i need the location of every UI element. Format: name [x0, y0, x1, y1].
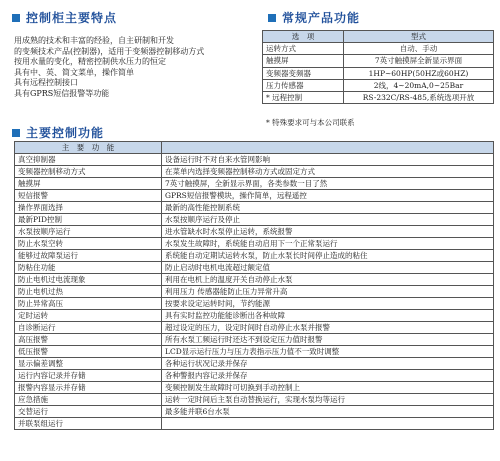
table-row — [15, 394, 494, 406]
table-row — [15, 334, 494, 346]
function-name: 最新PID控制 — [15, 214, 162, 226]
feature-line: 按用水量的变化，精密控制供水压力的恒定 — [14, 57, 166, 67]
function-desc: 最新的高性能控制系统 — [162, 202, 494, 214]
function-desc: 在菜单内选择变频器控制移动方式或固定方式 — [162, 166, 494, 178]
features-text — [14, 36, 259, 100]
function-desc: 设备运行时不对自来水管网影响 — [162, 154, 494, 166]
table-row — [15, 382, 494, 394]
function-name: 自诊断运行 — [15, 322, 162, 334]
table-row — [15, 346, 494, 358]
table-row — [15, 154, 494, 166]
function-desc — [162, 418, 494, 430]
table-row — [15, 238, 494, 250]
table-row — [15, 250, 494, 262]
function-name: 交替运行 — [15, 406, 162, 418]
control-section-header — [12, 124, 104, 141]
function-desc: 最多能并联6台水泵 — [162, 406, 494, 418]
function-name: 并联泵组运行 — [15, 418, 162, 430]
header-type: 型式 — [344, 31, 494, 43]
function-desc: LCD显示运行压力与压力表指示压力值不一致时调整 — [162, 346, 494, 358]
table-row — [15, 406, 494, 418]
product-title: 常规产品功能 — [282, 11, 361, 25]
function-desc: 变频控制发生故障时可切换到手动控制上 — [162, 382, 494, 394]
table-row — [15, 226, 494, 238]
table-row — [15, 190, 494, 202]
function-name: 定时运转 — [15, 310, 162, 322]
table-row — [263, 67, 494, 79]
function-desc: 按要求设定运转时间，节约能源 — [162, 298, 494, 310]
table-header-row — [15, 142, 494, 154]
table-row — [15, 262, 494, 274]
function-name: 报警内容显示并存储 — [15, 382, 162, 394]
features-title: 控制柜主要特点 — [26, 11, 118, 25]
option-key: 压力传感器 — [263, 79, 344, 91]
feature-line: 具有中、英、简文菜单，操作简单 — [14, 67, 134, 77]
function-desc: 防止启动时电机电流超过额定值 — [162, 262, 494, 274]
function-name: 变频器控制移动方式 — [15, 166, 162, 178]
function-desc: 系统能自动定期试运转水泵，防止水泵长时间停止造成的粘住 — [162, 250, 494, 262]
table-row — [15, 166, 494, 178]
function-desc: 超过设定的压力，设定时间时自动停止水泵并报警 — [162, 322, 494, 334]
table-row — [15, 310, 494, 322]
table-row — [15, 286, 494, 298]
table-row — [15, 202, 494, 214]
table-row — [15, 178, 494, 190]
table-row — [15, 418, 494, 430]
function-desc: GPRS短信报警模块，操作简单，远程遥控 — [162, 190, 494, 202]
function-name: 防止电机过热 — [15, 286, 162, 298]
option-key: 触摸屏 — [263, 55, 344, 67]
square-bullet-icon — [12, 14, 20, 22]
option-value: 7英寸触摸屏全新显示界面 — [344, 55, 494, 67]
option-key: 运转方式 — [263, 43, 344, 55]
table-row — [15, 358, 494, 370]
control-title: 主要控制功能 — [26, 126, 105, 140]
function-name: 防止异常高压 — [15, 298, 162, 310]
function-name: 防止电机过电流现象 — [15, 274, 162, 286]
function-name: 真空抑制器 — [15, 154, 162, 166]
function-name: 显示偏差调整 — [15, 358, 162, 370]
table-row — [15, 298, 494, 310]
table-header-row — [263, 31, 494, 43]
function-desc: 水泵按顺序运行及停止 — [162, 214, 494, 226]
table-row — [263, 79, 494, 91]
function-desc: 进水管缺水时水泵停止运转，系统报警 — [162, 226, 494, 238]
function-desc: 各种警报内容记录并保存 — [162, 370, 494, 382]
function-name: 水泵按顺序运行 — [15, 226, 162, 238]
function-desc: 利用在电机上的温度开关自动停止水泵 — [162, 274, 494, 286]
square-bullet-icon — [12, 129, 20, 137]
table-row — [15, 214, 494, 226]
table-row — [263, 43, 494, 55]
function-name: 能够过故障泵运行 — [15, 250, 162, 262]
control-functions-table — [14, 141, 494, 430]
product-functions-table — [262, 30, 494, 104]
option-value: RS-232C/RS-485,系统选项开放 — [344, 91, 494, 103]
feature-line: 具有GPRS短信报警等功能 — [14, 88, 110, 98]
product-section-header — [268, 9, 360, 26]
function-name: 短信报警 — [15, 190, 162, 202]
table-row — [15, 322, 494, 334]
square-bullet-icon — [268, 14, 276, 22]
function-name: 防止水泵空转 — [15, 238, 162, 250]
function-desc: 水泵发生故障时，系统能自动启用下一个正常泵运行 — [162, 238, 494, 250]
function-name: 高压报警 — [15, 334, 162, 346]
function-name: 运行内容记录并存储 — [15, 370, 162, 382]
option-value: 自动、手动 — [344, 43, 494, 55]
function-name: 防粘住功能 — [15, 262, 162, 274]
table-row — [15, 274, 494, 286]
function-desc: 7英寸触摸屏，全新显示界面，各类参数一目了然 — [162, 178, 494, 190]
function-desc: 具有实时监控功能能诊断出各种故障 — [162, 310, 494, 322]
feature-line: 用成熟的技术和丰富的经验，自主研制和开发 — [14, 36, 174, 45]
feature-line: 具有远程控制接口 — [14, 78, 78, 88]
table-row — [15, 370, 494, 382]
feature-line: 的变频技术产品(控制器)，适用于变频器控制移动方式 — [14, 46, 205, 56]
function-desc: 运转一定时间后主泵自动替换运行，实现水泵均等运行 — [162, 394, 494, 406]
function-desc: 利用压力 传感器能防止压力异常升高 — [162, 286, 494, 298]
header-option: 选 项 — [263, 31, 344, 43]
header-description — [162, 142, 494, 154]
function-desc: 各种运行状况记录并保存 — [162, 358, 494, 370]
function-name: 应急措施 — [15, 394, 162, 406]
special-request-note: * 特殊要求可与本公司联系 — [266, 118, 355, 127]
option-value: 1HP~60HP(50HZ或60HZ) — [344, 67, 494, 79]
function-desc: 所有水泵工频运行时还达不到设定压力值时报警 — [162, 334, 494, 346]
table-row — [263, 55, 494, 67]
header-main-function: 主 要 功 能 — [15, 142, 162, 154]
function-name: 操作界面选择 — [15, 202, 162, 214]
option-key: * 远程控制 — [263, 91, 344, 103]
function-name: 触摸屏 — [15, 178, 162, 190]
table-row — [263, 91, 494, 103]
features-section-header — [12, 9, 117, 26]
option-value: 2线，4~20mA,0~25Bar — [344, 79, 494, 91]
option-key: 变频器变频器 — [263, 67, 344, 79]
function-name: 低压报警 — [15, 346, 162, 358]
